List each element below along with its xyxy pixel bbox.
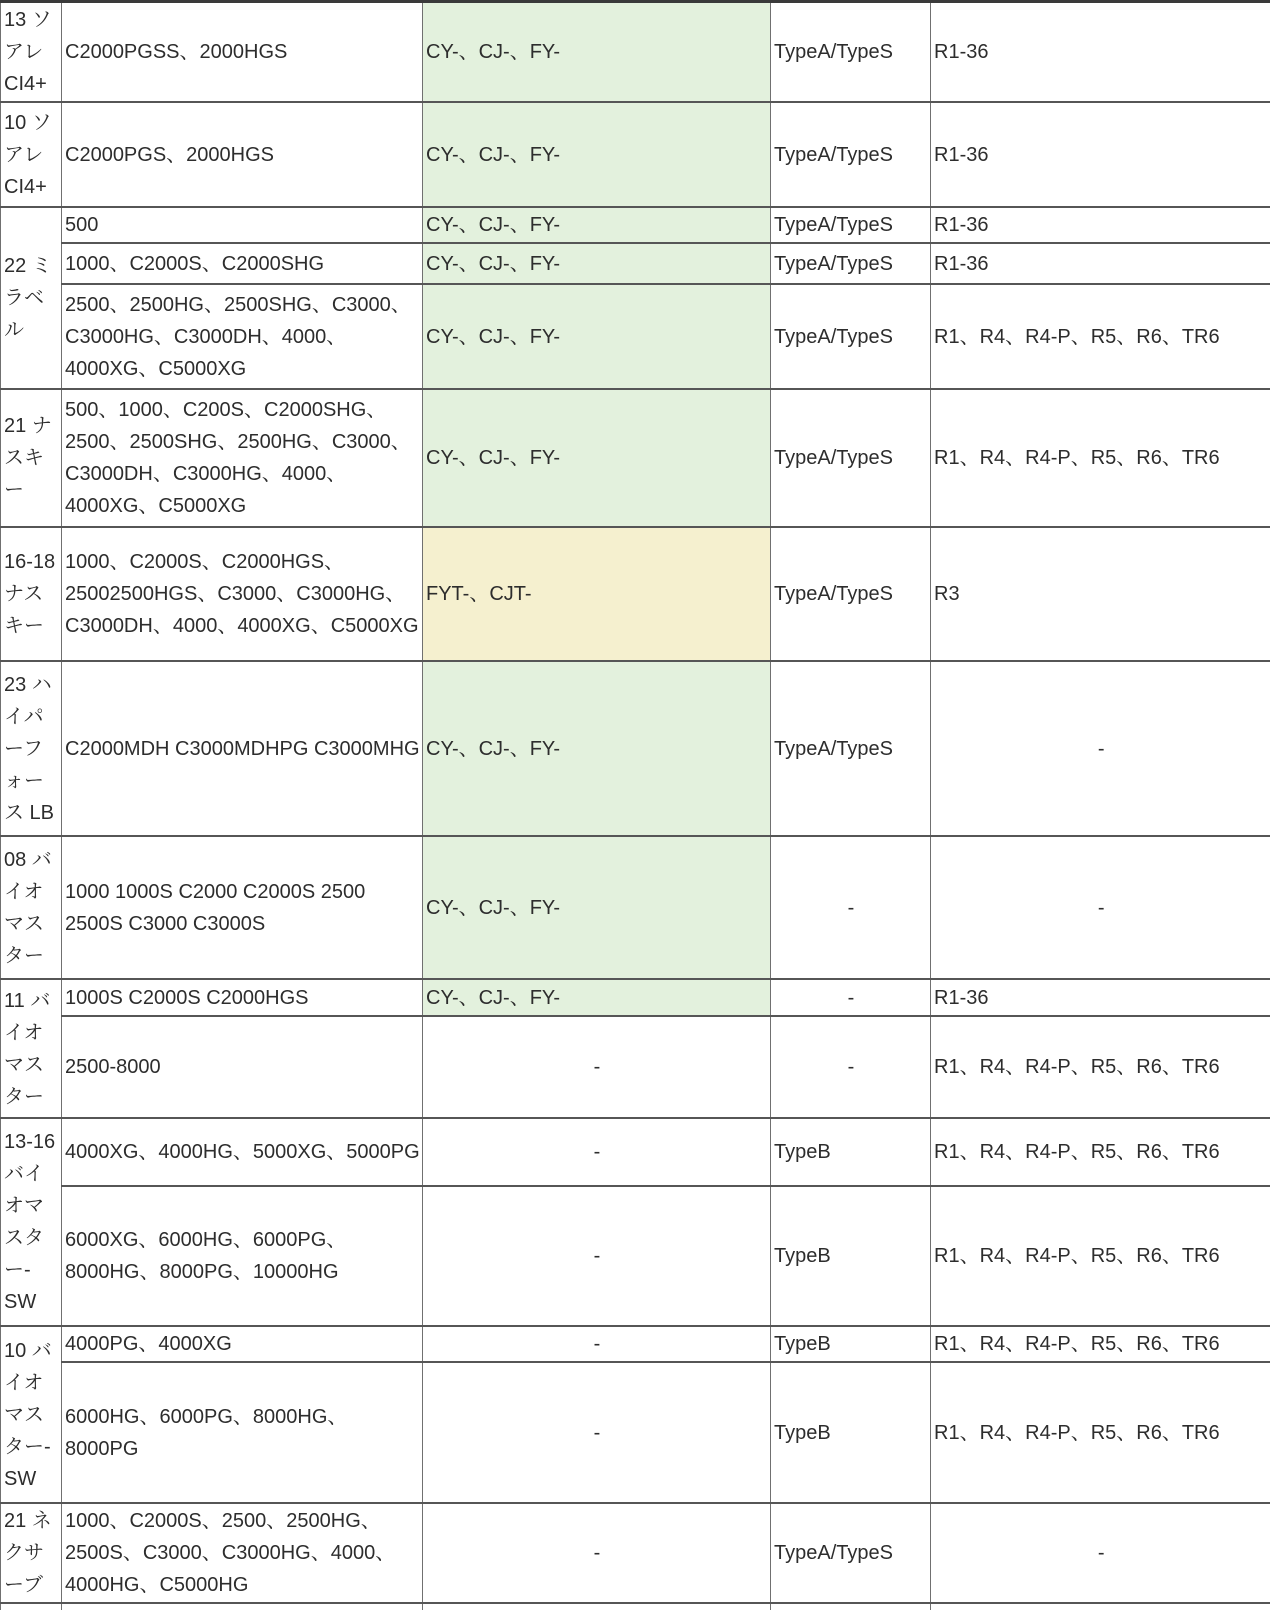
sizes-cell: 1000、C2000S、2500、2500HG、2500S、C3000、C3000HG、4000、4000HG、C5000HG [62,1503,423,1603]
type-cell: TypeA/TypeS [771,243,931,284]
table-row [1,836,1270,979]
table-row [1,661,1270,836]
sizes-cell: 1000 1000S C2000 C2000S 2500 2500S C3000 C3000S [62,836,423,979]
type-cell: TypeA/TypeS [771,389,931,527]
table-row [1,207,1270,243]
parts-cell: R1-36 [931,207,1270,243]
spool-code-cell: CY-、CJ-、FY- [423,243,771,284]
type-cell: TypeA/TypeS [771,2,931,103]
parts-cell: - [931,661,1270,836]
model-cell: 16-18 ナスキー [1,527,62,661]
model-cell: 08 バイオマスター [1,836,62,979]
parts-cell: R3 [931,527,1270,661]
sizes-cell: 500 [62,207,423,243]
table-row [1,102,1270,207]
type-cell: TypeB [771,1186,931,1326]
model-cell: 10 バイオマスター-SW [1,1326,62,1503]
type-cell: - [771,836,931,979]
type-cell: TypeA/TypeS [771,661,931,836]
sizes-cell: 1000、C2000S、C2000HGS、25002500HGS、C3000、C3000HG、C3000DH、4000、4000XG、C5000XG [62,527,423,661]
sizes-cell: 500、1000、C200S、C2000SHG、2500、2500SHG、2500HG、C3000、C3000DH、C3000HG、4000、4000XG、C5000XG [62,389,423,527]
table-row [1,284,1270,389]
sizes-cell: 1000S C2000S C2000HGS [62,979,423,1016]
table-row [1,389,1270,527]
sizes-cell: C2000PGS、2000HGS [62,102,423,207]
model-cell: 10 ソアレ CI4+ [1,102,62,207]
model-cell: 21 ネクサーブ [1,1503,62,1603]
sizes-cell: 4000PG、4000XG [62,1326,423,1362]
sizes-cell: 6000XG、6000HG、6000PG、8000HG、8000PG、10000HG [62,1186,423,1326]
model-cell: 13 ソアレ CI4+ [1,2,62,103]
spool-code-cell: CY-、CJ-、FY- [423,979,771,1016]
parts-cell: R1-36 [931,2,1270,103]
parts-cell: R1、R4、R4-P、R5、R6、TR6 [931,1326,1270,1362]
spool-code-cell: - [423,1326,771,1362]
model-cell: 22 ミラベル [1,207,62,389]
type-cell: TypeB [771,1118,931,1186]
spool-code-cell: - [423,1186,771,1326]
table-row [1,2,1270,103]
spool-code-cell: - [423,1016,771,1118]
table-row [1,1118,1270,1186]
spool-code-cell: - [423,1503,771,1603]
sizes-cell: 4000XG、4000HG、5000XG、5000PG [62,1118,423,1186]
spool-code-cell: CY-、CJ-、FY- [423,836,771,979]
spool-code-cell: - [423,1362,771,1503]
sizes-cell [62,1603,423,1610]
type-cell: TypeA/TypeS [771,1503,931,1603]
sizes-cell: 2500、2500HG、2500SHG、C3000、C3000HG、C3000DH、4000、4000XG、C5000XG [62,284,423,389]
spool-code-cell: CY-、CJ-、FY- [423,389,771,527]
table-row [1,1326,1270,1362]
sizes-cell: 6000HG、6000PG、8000HG、8000PG [62,1362,423,1503]
type-cell [771,1603,931,1610]
table-row [1,1362,1270,1503]
type-cell: - [771,979,931,1016]
model-cell: 11 バイオマスター [1,979,62,1118]
table-row [1,243,1270,284]
spool-code-cell: CY-、CJ-、FY- [423,2,771,103]
table-row [1,1186,1270,1326]
sizes-cell: C2000PGSS、2000HGS [62,2,423,103]
table-row-cutoff [1,1603,1270,1610]
parts-cell: R1-36 [931,102,1270,207]
type-cell: TypeB [771,1326,931,1362]
table-row [1,1016,1270,1118]
parts-cell: R1-36 [931,243,1270,284]
table-row [1,527,1270,661]
spool-code-cell: - [423,1118,771,1186]
type-cell: TypeB [771,1362,931,1503]
type-cell: TypeA/TypeS [771,207,931,243]
parts-cell: - [931,836,1270,979]
parts-cell: R1、R4、R4-P、R5、R6、TR6 [931,389,1270,527]
sizes-cell: C2000MDH C3000MDHPG C3000MHG [62,661,423,836]
parts-cell [931,1603,1270,1610]
spool-code-cell [423,1603,771,1610]
spool-code-cell: CY-、CJ-、FY- [423,207,771,243]
parts-cell: - [931,1503,1270,1603]
sizes-cell: 2500-8000 [62,1016,423,1118]
type-cell: TypeA/TypeS [771,102,931,207]
table-row [1,1503,1270,1603]
parts-cell: R1、R4、R4-P、R5、R6、TR6 [931,284,1270,389]
table-row [1,979,1270,1016]
spool-code-cell: CY-、CJ-、FY- [423,661,771,836]
parts-cell: R1-36 [931,979,1270,1016]
spool-code-cell: FYT-、CJT- [423,527,771,661]
model-cell: 23 ハイパーフォース LB [1,661,62,836]
spool-code-cell: CY-、CJ-、FY- [423,102,771,207]
model-cell: 21 ナスキー [1,389,62,527]
model-cell [1,1603,62,1610]
type-cell: TypeA/TypeS [771,284,931,389]
model-cell: 13-16 バイオマスター-SW [1,1118,62,1326]
parts-cell: R1、R4、R4-P、R5、R6、TR6 [931,1118,1270,1186]
parts-cell: R1、R4、R4-P、R5、R6、TR6 [931,1362,1270,1503]
type-cell: - [771,1016,931,1118]
type-cell: TypeA/TypeS [771,527,931,661]
spool-code-cell: CY-、CJ-、FY- [423,284,771,389]
sizes-cell: 1000、C2000S、C2000SHG [62,243,423,284]
parts-cell: R1、R4、R4-P、R5、R6、TR6 [931,1016,1270,1118]
parts-cell: R1、R4、R4-P、R5、R6、TR6 [931,1186,1270,1326]
